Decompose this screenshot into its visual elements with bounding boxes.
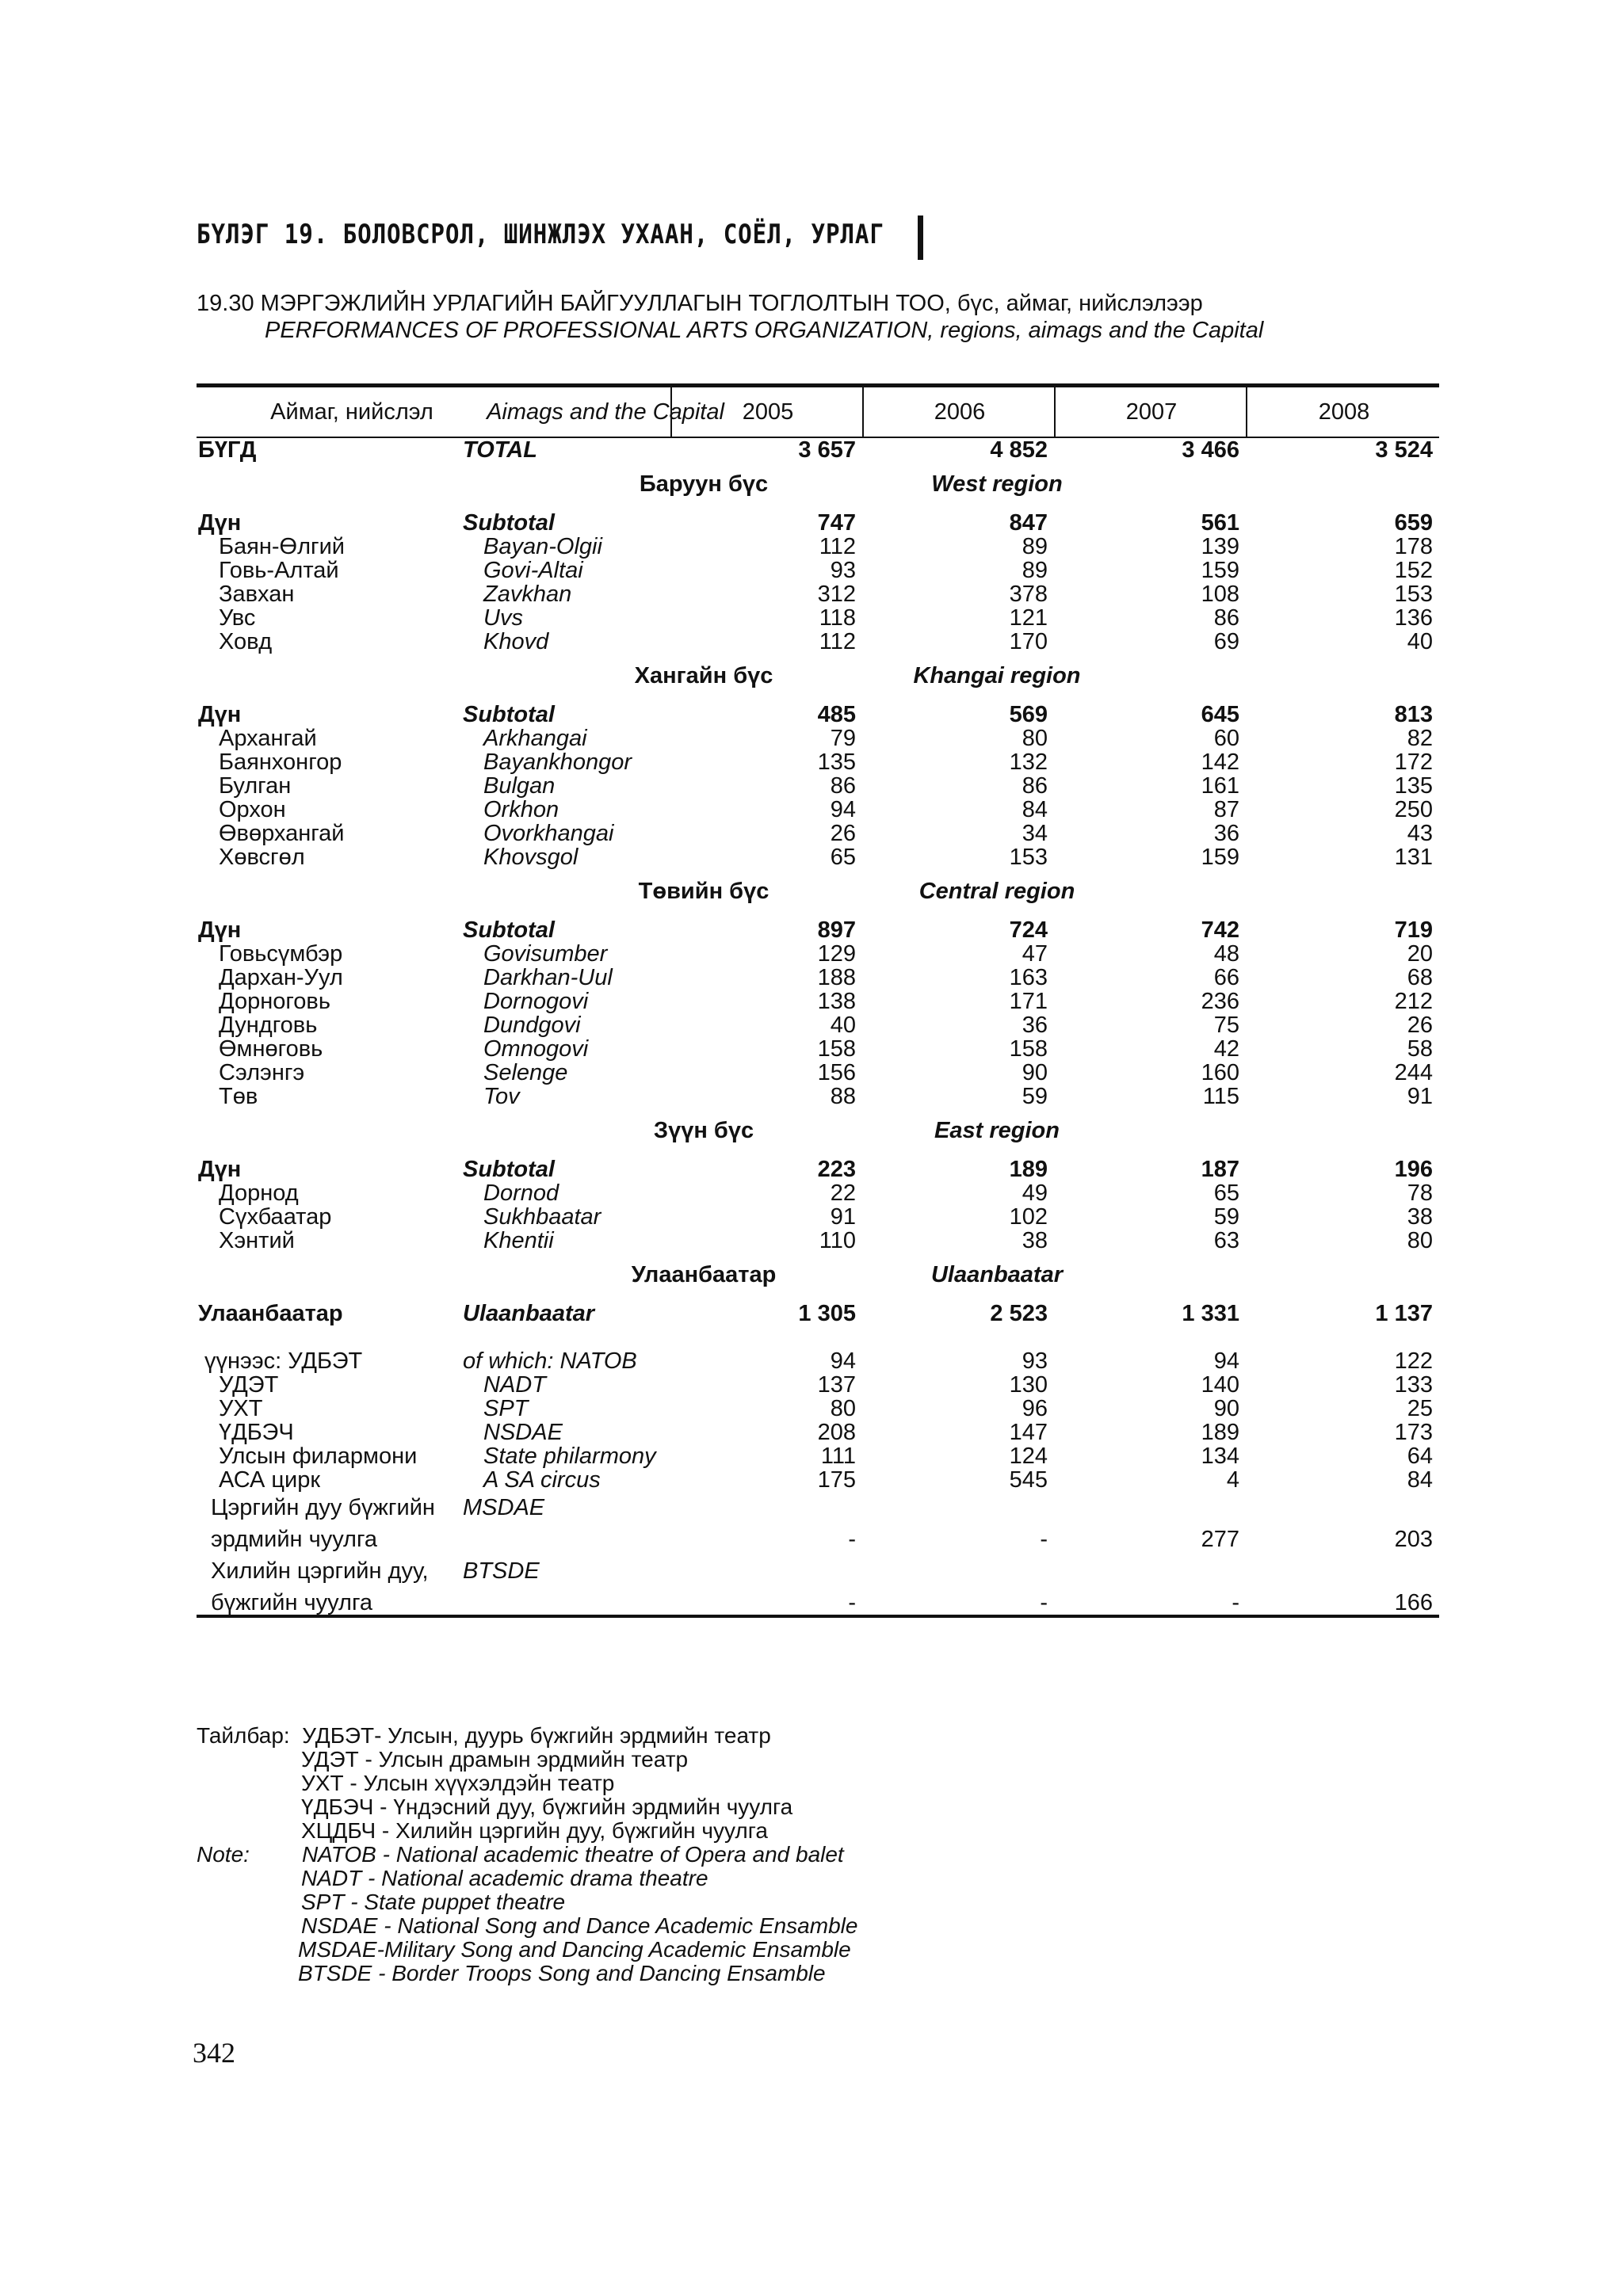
table-row bbox=[197, 1037, 1439, 1061]
value-cell: 34 bbox=[1022, 821, 1048, 846]
note-line: Note: NATOB - National academic theatre of Opera and balet bbox=[197, 1842, 844, 1867]
region-title-mn: Зүүн бүс bbox=[653, 1118, 754, 1143]
row-label-mn: БҮГД bbox=[198, 437, 257, 463]
row-label-mn: Өмнөговь bbox=[219, 1036, 323, 1062]
value-cell: 75 bbox=[1213, 1013, 1239, 1038]
value-cell: 47 bbox=[1022, 941, 1048, 967]
value-cell: 111 bbox=[820, 1444, 856, 1469]
row-label-en: Bayankhongor bbox=[483, 749, 632, 775]
row-label-en: TOTAL bbox=[463, 437, 537, 463]
value-cell: 122 bbox=[1394, 1348, 1433, 1374]
region-title-mn: Улаанбаатар bbox=[631, 1262, 777, 1287]
value-cell: 66 bbox=[1213, 965, 1239, 990]
value-cell: 136 bbox=[1394, 605, 1433, 631]
value-cell: 545 bbox=[1009, 1467, 1048, 1493]
value-cell: 163 bbox=[1009, 965, 1048, 990]
row-label-mn: Сүхбаатар bbox=[219, 1204, 332, 1230]
table-row bbox=[197, 774, 1439, 798]
value-cell: 747 bbox=[817, 510, 856, 536]
value-cell: 108 bbox=[1201, 582, 1239, 607]
table-row bbox=[197, 1468, 1439, 1492]
table-row bbox=[197, 1229, 1439, 1253]
row-label-en: Subtotal bbox=[463, 1157, 555, 1182]
chapter-divider bbox=[918, 215, 923, 260]
value-cell: 130 bbox=[1009, 1372, 1048, 1398]
region-header bbox=[197, 1253, 1439, 1297]
value-cell: 112 bbox=[819, 534, 856, 559]
value-cell: 93 bbox=[830, 558, 856, 583]
row-label-en: Dornogovi bbox=[483, 989, 589, 1014]
value-cell: 87 bbox=[1213, 797, 1239, 822]
value-cell: 3 466 bbox=[1182, 437, 1239, 463]
row-label-mn: Говьсүмбэр bbox=[219, 941, 343, 967]
subtotal-row bbox=[197, 511, 1439, 535]
row-label-mn: Увс bbox=[219, 605, 256, 631]
value-cell: 1 331 bbox=[1182, 1301, 1239, 1326]
value-cell: 719 bbox=[1394, 917, 1433, 943]
value-cell: 80 bbox=[830, 1396, 856, 1421]
row-label-mn: Дүн bbox=[198, 1157, 242, 1182]
row-label-en: Orkhon bbox=[483, 797, 559, 822]
value-cell: 25 bbox=[1407, 1396, 1433, 1421]
row-label-mn: Хилийн цэргийн дуу, bbox=[211, 1558, 429, 1584]
value-cell: 561 bbox=[1201, 510, 1239, 536]
note-line: Тайлбар: УДБЭТ- Улсын, дуурь бүжгийн эрдмийн театр bbox=[197, 1723, 771, 1748]
row-label-en: Subtotal bbox=[463, 510, 555, 536]
value-cell: 68 bbox=[1407, 965, 1433, 990]
row-label-en: Tov bbox=[483, 1084, 520, 1109]
value-cell: 42 bbox=[1213, 1036, 1239, 1062]
value-cell: 147 bbox=[1009, 1420, 1048, 1445]
value-cell: 153 bbox=[1009, 845, 1048, 870]
value-cell: 223 bbox=[817, 1157, 856, 1182]
note-line: SPT - State puppet theatre bbox=[301, 1890, 566, 1914]
table-row bbox=[197, 1444, 1439, 1468]
value-cell: 187 bbox=[1201, 1157, 1239, 1182]
row-label-mn: Говь-Алтай bbox=[219, 558, 339, 583]
value-cell: 250 bbox=[1394, 797, 1433, 822]
row-label-mn: Дүн bbox=[198, 510, 242, 536]
row-label-mn: УДЭТ bbox=[219, 1372, 279, 1398]
table-row bbox=[197, 1349, 1439, 1373]
region-title-mn: Төвийн бүс bbox=[638, 879, 769, 904]
notes bbox=[197, 1724, 857, 1985]
chapter-title: БҮЛЭГ 19. БОЛОВСРОЛ, ШИНЖЛЭХ УХААН, СОЁЛ, УРЛАГ bbox=[197, 219, 884, 250]
region-header bbox=[197, 654, 1439, 698]
region-title-en: Ulaanbaatar bbox=[930, 1262, 1063, 1287]
row-label-mn: Дархан-Уул bbox=[219, 965, 343, 990]
value-cell: 80 bbox=[1022, 726, 1048, 751]
value-cell: 89 bbox=[1022, 534, 1048, 559]
value-cell: 142 bbox=[1201, 749, 1239, 775]
value-cell: 188 bbox=[817, 965, 856, 990]
page-number: 342 bbox=[193, 2037, 235, 2069]
value-cell: 178 bbox=[1394, 534, 1433, 559]
value-cell: 79 bbox=[830, 726, 856, 751]
row-label-en: Bulgan bbox=[483, 773, 556, 799]
value-cell: 138 bbox=[817, 989, 856, 1014]
value-cell: 196 bbox=[1394, 1157, 1433, 1182]
header-year: 2008 bbox=[1246, 387, 1441, 437]
note-line: УХТ - Улсын хүүхэлдэйн театр bbox=[301, 1771, 615, 1795]
table-header bbox=[197, 383, 1439, 438]
value-cell: 159 bbox=[1201, 558, 1239, 583]
note-line: NADT - National academic drama theatre bbox=[301, 1866, 708, 1890]
value-cell: 132 bbox=[1009, 749, 1048, 775]
value-cell: 485 bbox=[817, 702, 856, 727]
value-cell: 173 bbox=[1394, 1420, 1433, 1445]
value-cell: 158 bbox=[1009, 1036, 1048, 1062]
value-cell: 135 bbox=[817, 749, 856, 775]
region-title-en: Khangai region bbox=[913, 663, 1081, 688]
region-title-mn: Баруун бүс bbox=[639, 471, 769, 497]
value-cell: 115 bbox=[1202, 1084, 1239, 1109]
table-bottom-rule bbox=[197, 1615, 1439, 1618]
value-cell: 1 305 bbox=[798, 1301, 856, 1326]
value-cell: 171 bbox=[1009, 989, 1048, 1014]
value-cell: 2 523 bbox=[990, 1301, 1048, 1326]
table-row bbox=[197, 1421, 1439, 1444]
value-cell: 129 bbox=[817, 941, 856, 967]
row-label-en: Subtotal bbox=[463, 917, 555, 943]
table-row bbox=[197, 535, 1439, 559]
note-line: УДЭТ - Улсын драмын эрдмийн театр bbox=[301, 1747, 689, 1772]
region-title-en: Central region bbox=[918, 879, 1075, 904]
row-label-en: Arkhangai bbox=[483, 726, 587, 751]
note-line: NSDAE - National Song and Dance Academic Ensamble bbox=[301, 1913, 858, 1938]
value-cell: 813 bbox=[1394, 702, 1433, 727]
msdae-label-row bbox=[197, 1496, 1439, 1520]
value-cell: 4 852 bbox=[990, 437, 1048, 463]
msdae-row bbox=[197, 1527, 1439, 1551]
table-row bbox=[197, 582, 1439, 606]
header-year: 2007 bbox=[1054, 387, 1247, 437]
header-year: 2006 bbox=[862, 387, 1056, 437]
header-year: 2005 bbox=[670, 387, 864, 437]
value-cell: 82 bbox=[1407, 726, 1433, 751]
row-label-en: Dornod bbox=[483, 1180, 559, 1206]
subtotal-row bbox=[197, 1158, 1439, 1181]
value-cell: 96 bbox=[1022, 1396, 1048, 1421]
row-label-en: Govisumber bbox=[483, 941, 608, 967]
region-header bbox=[197, 869, 1439, 913]
value-cell: 22 bbox=[830, 1180, 856, 1206]
value-cell: 378 bbox=[1009, 582, 1048, 607]
value-cell: 244 bbox=[1394, 1060, 1433, 1085]
row-label-en: NSDAE bbox=[483, 1420, 563, 1445]
row-label-mn: Сэлэнгэ bbox=[219, 1060, 305, 1085]
value-cell: 847 bbox=[1009, 510, 1048, 536]
table-row bbox=[197, 606, 1439, 630]
value-cell: 3 524 bbox=[1375, 437, 1433, 463]
value-cell: 89 bbox=[1022, 558, 1048, 583]
row-label-mn: УХТ bbox=[219, 1396, 263, 1421]
total-row bbox=[197, 438, 1439, 462]
row-label-mn: бүжгийн чуулга bbox=[211, 1590, 373, 1615]
value-cell: 48 bbox=[1213, 941, 1239, 967]
table-row bbox=[197, 1373, 1439, 1397]
value-cell: 84 bbox=[1022, 797, 1048, 822]
row-label-en: Zavkhan bbox=[483, 582, 572, 607]
note-line: ХЦДБЧ - Хилийн цэргийн дуу, бүжгийн чуулга bbox=[301, 1818, 768, 1843]
row-label-mn: Хөвсгөл bbox=[219, 845, 305, 870]
row-label-en: Uvs bbox=[483, 605, 523, 631]
value-cell: - bbox=[1040, 1590, 1048, 1615]
row-label-mn: Дундговь bbox=[219, 1013, 318, 1038]
row-label-mn: Булган bbox=[219, 773, 292, 799]
value-cell: 110 bbox=[819, 1228, 856, 1253]
value-cell: 121 bbox=[1009, 605, 1048, 631]
value-cell: 59 bbox=[1213, 1204, 1239, 1230]
table-row bbox=[197, 822, 1439, 845]
value-cell: 140 bbox=[1201, 1372, 1239, 1398]
value-cell: 94 bbox=[830, 1348, 856, 1374]
value-cell: 189 bbox=[1009, 1157, 1048, 1182]
value-cell: 166 bbox=[1394, 1590, 1433, 1615]
row-label-mn: Ховд bbox=[219, 629, 273, 654]
value-cell: 659 bbox=[1394, 510, 1433, 536]
value-cell: 90 bbox=[1022, 1060, 1048, 1085]
value-cell: 156 bbox=[817, 1060, 856, 1085]
value-cell: 86 bbox=[1022, 773, 1048, 799]
value-cell: 203 bbox=[1394, 1527, 1433, 1552]
value-cell: 91 bbox=[830, 1204, 856, 1230]
table-title-mn: 19.30 МЭРГЭЖЛИЙН УРЛАГИЙН БАЙГУУЛЛАГЫН ТОГЛОЛТЫН ТОО, бүс, аймаг, нийслэлээр bbox=[197, 291, 1203, 316]
row-label-mn: Баянхонгор bbox=[219, 749, 342, 775]
row-label-en: SPT bbox=[483, 1396, 529, 1421]
value-cell: 64 bbox=[1407, 1444, 1433, 1469]
row-label-en: State philarmony bbox=[483, 1444, 656, 1469]
value-cell: 139 bbox=[1201, 534, 1239, 559]
row-label-mn: ҮДБЭЧ bbox=[219, 1420, 294, 1445]
capital-total-row bbox=[197, 1302, 1439, 1325]
row-label-mn: Цэргийн дуу бүжгийн bbox=[211, 1495, 435, 1520]
value-cell: 161 bbox=[1201, 773, 1239, 799]
row-label-mn: Улаанбаатар bbox=[198, 1301, 343, 1326]
header-aimag-en: Aimags and the Capital bbox=[487, 399, 724, 425]
subtotal-row bbox=[197, 703, 1439, 727]
value-cell: 88 bbox=[830, 1084, 856, 1109]
value-cell: 94 bbox=[1213, 1348, 1239, 1374]
row-label-mn: Дорноговь bbox=[219, 989, 330, 1014]
value-cell: 135 bbox=[1394, 773, 1433, 799]
row-label-mn: Архангай bbox=[219, 726, 317, 751]
value-cell: 236 bbox=[1201, 989, 1239, 1014]
value-cell: 189 bbox=[1201, 1420, 1239, 1445]
table-row bbox=[197, 1061, 1439, 1085]
row-label-en: Darkhan-Uul bbox=[483, 965, 613, 990]
value-cell: 86 bbox=[1213, 605, 1239, 631]
value-cell: - bbox=[848, 1590, 856, 1615]
value-cell: 4 bbox=[1226, 1467, 1239, 1493]
note-line: ҮДБЭЧ - Үндэсний дуу, бүжгийн эрдмийн чуулга bbox=[301, 1794, 793, 1819]
row-label-en: Khentii bbox=[483, 1228, 554, 1253]
value-cell: 91 bbox=[1407, 1084, 1433, 1109]
value-cell: 170 bbox=[1009, 629, 1048, 654]
value-cell: 724 bbox=[1009, 917, 1048, 943]
value-cell: 40 bbox=[1407, 629, 1433, 654]
row-label-mn: Өвөрхангай bbox=[219, 821, 345, 846]
row-label-en: A SA circus bbox=[483, 1467, 601, 1493]
note-label-en: Note: bbox=[197, 1842, 250, 1867]
row-label-en: Sukhbaatar bbox=[483, 1204, 601, 1230]
value-cell: 94 bbox=[830, 797, 856, 822]
value-cell: 38 bbox=[1022, 1228, 1048, 1253]
table-row bbox=[197, 1205, 1439, 1229]
value-cell: 20 bbox=[1407, 941, 1433, 967]
value-cell: 212 bbox=[1394, 989, 1433, 1014]
row-label-mn: Дүн bbox=[198, 917, 242, 943]
value-cell: 569 bbox=[1009, 702, 1048, 727]
value-cell: 645 bbox=[1201, 702, 1239, 727]
value-cell: 102 bbox=[1009, 1204, 1048, 1230]
row-label-en: NADT bbox=[483, 1372, 546, 1398]
region-title-en: West region bbox=[931, 471, 1063, 497]
value-cell: - bbox=[1040, 1527, 1048, 1552]
row-label-mn: эрдмийн чуулга bbox=[211, 1527, 378, 1552]
row-label-mn: Дүн bbox=[198, 702, 242, 727]
value-cell: 131 bbox=[1394, 845, 1433, 870]
value-cell: 137 bbox=[817, 1372, 856, 1398]
value-cell: 26 bbox=[1407, 1013, 1433, 1038]
table-row bbox=[197, 798, 1439, 822]
table-row bbox=[197, 942, 1439, 966]
value-cell: 43 bbox=[1407, 821, 1433, 846]
table-row bbox=[197, 1085, 1439, 1108]
value-cell: 40 bbox=[830, 1013, 856, 1038]
row-label-mn: Завхан bbox=[219, 582, 295, 607]
value-cell: 26 bbox=[830, 821, 856, 846]
value-cell: 159 bbox=[1201, 845, 1239, 870]
value-cell: 124 bbox=[1009, 1444, 1048, 1469]
value-cell: 312 bbox=[817, 582, 856, 607]
value-cell: 134 bbox=[1201, 1444, 1239, 1469]
table-row bbox=[197, 845, 1439, 869]
table-body bbox=[197, 438, 1439, 1615]
value-cell: 277 bbox=[1201, 1527, 1239, 1552]
table-row bbox=[197, 727, 1439, 750]
table-row bbox=[197, 990, 1439, 1013]
value-cell: 153 bbox=[1394, 582, 1433, 607]
row-label-mn: Төв bbox=[219, 1084, 258, 1109]
value-cell: - bbox=[848, 1527, 856, 1552]
note-line: BTSDE - Border Troops Song and Dancing Ensamble bbox=[298, 1961, 826, 1985]
table-row bbox=[197, 559, 1439, 582]
region-title-en: East region bbox=[934, 1118, 1060, 1143]
table-row bbox=[197, 630, 1439, 654]
row-label-en: Bayan-Olgii bbox=[483, 534, 602, 559]
row-label-en: Govi-Altai bbox=[483, 558, 583, 583]
data-table bbox=[197, 383, 1439, 1618]
value-cell: 208 bbox=[817, 1420, 856, 1445]
btsde-row bbox=[197, 1591, 1439, 1615]
value-cell: 118 bbox=[819, 605, 856, 631]
row-label-en: BTSDE bbox=[463, 1558, 540, 1584]
value-cell: 59 bbox=[1022, 1084, 1048, 1109]
row-label-en: MSDAE bbox=[463, 1495, 545, 1520]
value-cell: 36 bbox=[1213, 821, 1239, 846]
row-label-en: Selenge bbox=[483, 1060, 568, 1085]
row-label-en: Khovsgol bbox=[483, 845, 579, 870]
value-cell: 69 bbox=[1213, 629, 1239, 654]
value-cell: 133 bbox=[1394, 1372, 1433, 1398]
row-label-en: Ovorkhangai bbox=[483, 821, 614, 846]
value-cell: 65 bbox=[830, 845, 856, 870]
value-cell: 93 bbox=[1022, 1348, 1048, 1374]
row-label-en: Ulaanbaatar bbox=[463, 1301, 595, 1326]
row-label-mn: Баян-Өлгий bbox=[219, 534, 345, 559]
row-label-en: Omnogovi bbox=[483, 1036, 589, 1062]
value-cell: 58 bbox=[1407, 1036, 1433, 1062]
value-cell: 742 bbox=[1201, 917, 1239, 943]
row-label-en: Dundgovi bbox=[483, 1013, 581, 1038]
row-label-mn: АСА цирк bbox=[219, 1467, 321, 1493]
value-cell: 160 bbox=[1201, 1060, 1239, 1085]
table-row bbox=[197, 966, 1439, 990]
value-cell: 78 bbox=[1407, 1180, 1433, 1206]
table-title-en: PERFORMANCES OF PROFESSIONAL ARTS ORGANIZATION, regions, aimags and the Capital bbox=[265, 318, 1264, 343]
value-cell: 60 bbox=[1213, 726, 1239, 751]
value-cell: 112 bbox=[819, 629, 856, 654]
region-title-mn: Хангайн бүс bbox=[634, 663, 773, 688]
note-label-mn: Тайлбар: bbox=[197, 1723, 290, 1748]
subtotal-row bbox=[197, 918, 1439, 942]
value-cell: 3 657 bbox=[798, 437, 856, 463]
row-label-mn: үүнээс: УДБЭТ bbox=[204, 1348, 363, 1374]
table-row bbox=[197, 750, 1439, 774]
value-cell: 175 bbox=[817, 1467, 856, 1493]
value-cell: 90 bbox=[1213, 1396, 1239, 1421]
value-cell: 84 bbox=[1407, 1467, 1433, 1493]
value-cell: 897 bbox=[817, 917, 856, 943]
row-label-en: Subtotal bbox=[463, 702, 555, 727]
table-row bbox=[197, 1397, 1439, 1421]
value-cell: 86 bbox=[830, 773, 856, 799]
value-cell: 152 bbox=[1394, 558, 1433, 583]
header-aimag-mn: Аймаг, нийслэл bbox=[270, 399, 433, 425]
region-header bbox=[197, 1108, 1439, 1153]
note-line: MSDAE-Military Song and Dancing Academic Ensamble bbox=[298, 1937, 851, 1962]
value-cell: 63 bbox=[1213, 1228, 1239, 1253]
table-row bbox=[197, 1181, 1439, 1205]
row-label-en: of which: NATOB bbox=[463, 1348, 637, 1374]
table-caption bbox=[197, 290, 1263, 344]
value-cell: 1 137 bbox=[1375, 1301, 1433, 1326]
value-cell: 80 bbox=[1407, 1228, 1433, 1253]
value-cell: - bbox=[1232, 1590, 1239, 1615]
value-cell: 172 bbox=[1394, 749, 1433, 775]
table-row bbox=[197, 1013, 1439, 1037]
row-label-mn: Дорнод bbox=[219, 1180, 299, 1206]
value-cell: 158 bbox=[817, 1036, 856, 1062]
value-cell: 65 bbox=[1213, 1180, 1239, 1206]
value-cell: 38 bbox=[1407, 1204, 1433, 1230]
btsde-label-row bbox=[197, 1559, 1439, 1583]
row-label-mn: Улсын филармони bbox=[219, 1444, 418, 1469]
row-label-mn: Орхон bbox=[219, 797, 286, 822]
value-cell: 36 bbox=[1022, 1013, 1048, 1038]
value-cell: 49 bbox=[1022, 1180, 1048, 1206]
row-label-en: Khovd bbox=[483, 629, 549, 654]
region-header bbox=[197, 462, 1439, 506]
row-label-mn: Хэнтий bbox=[219, 1228, 295, 1253]
